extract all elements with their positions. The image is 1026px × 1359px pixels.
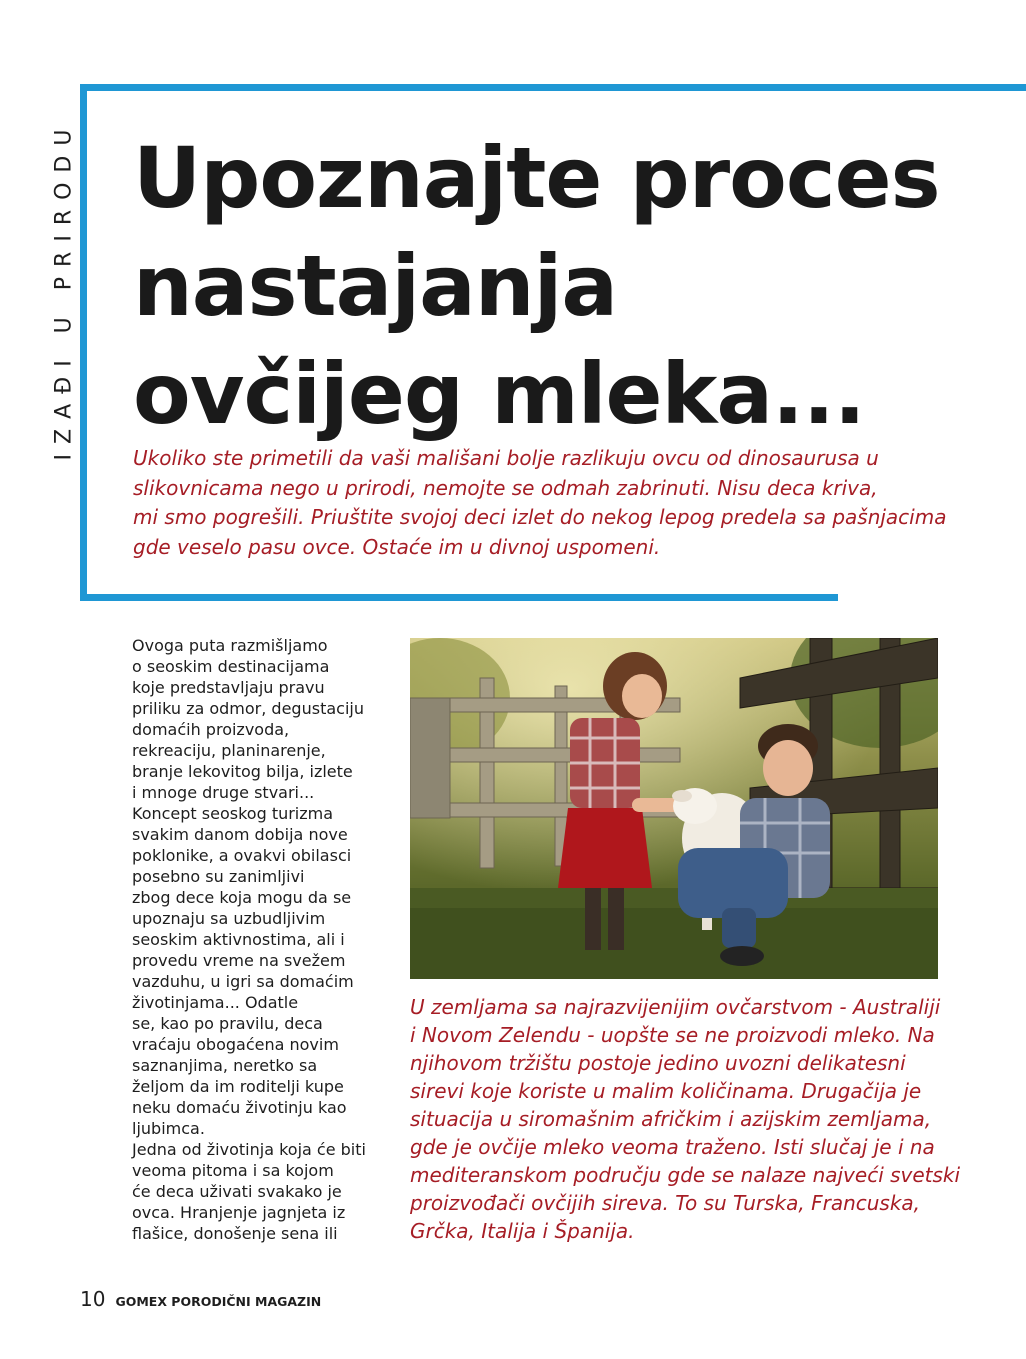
body-line: o seoskim destinacijama (132, 657, 330, 676)
body-line: vraćaju obogaćena novim (132, 1035, 339, 1054)
caption-line: gde je ovčije mleko veoma traženo. Isti slučaj je i na (410, 1135, 935, 1159)
body-line: seoskim aktivnostima, ali i (132, 930, 345, 949)
caption-line: njihovom tržištu postoje jedino uvozni delikatesni (410, 1051, 906, 1075)
caption-line: situacija u siromašnim afričkim i azijskim zemljama, (410, 1107, 932, 1131)
body-line: saznanjima, neretko sa (132, 1056, 318, 1075)
intro-line: mi smo pogrešili. Priuštite svojoj deci izlet do nekog lepog predela sa pašnjacima (133, 505, 947, 529)
body-line: branje lekovitog bilja, izlete (132, 762, 353, 781)
intro-line: Ukoliko ste primetili da vaši mališani bolje razlikuju ovcu od dinosaurusa u (133, 446, 879, 470)
body-line: zbog dece koja mogu da se (132, 888, 352, 907)
body-line: vazduhu, u igri sa domaćim (132, 972, 354, 991)
body-line: poklonike, a ovakvi obilasci (132, 846, 352, 865)
body-line: Jedna od životinja koja će biti (132, 1140, 366, 1159)
body-line: životinjama... Odatle (132, 993, 299, 1012)
body-line: veoma pitoma i sa kojom (132, 1161, 334, 1180)
intro-paragraph (133, 444, 953, 562)
intro-line: slikovnicama nego u prirodi, nemojte se odmah zabrinuti. Nisu deca kriva, (133, 475, 878, 500)
caption-line: proizvođači ovčijih sireva. To su Turska, Francuska, (410, 1191, 921, 1215)
page-number: 10 (80, 1287, 106, 1311)
headline-line: Upoznajte proces (133, 129, 940, 227)
body-line: se, kao po pravilu, deca (132, 1014, 323, 1033)
body-line: koje predstavljaju pravu (132, 678, 325, 697)
page-title (133, 124, 1013, 448)
body-line: svakim danom dobija nove (132, 825, 348, 844)
body-line: priliku za odmor, degustaciju (132, 699, 364, 718)
body-line: će deca uživati svakako je (132, 1182, 342, 1201)
body-line: i mnoge druge stvari... (132, 783, 315, 802)
body-line: Koncept seoskog turizma (132, 804, 334, 823)
photo-caption (410, 993, 970, 1245)
body-line: željom da im roditelji kupe (132, 1077, 344, 1096)
caption-line: Grčka, Italija i Španija. (410, 1219, 635, 1243)
caption-line: mediteranskom području gde se nalaze najveći svetski (410, 1163, 961, 1187)
frame-top-border (80, 84, 1026, 91)
headline-line: ovčijeg mleka... (133, 345, 865, 443)
headline-line: nastajanja (133, 237, 618, 335)
intro-line: gde veselo pasu ovce. Ostaće im u divnoj uspomeni. (133, 534, 661, 559)
body-line: ljubimca. (132, 1119, 205, 1138)
body-line: domaćih proizvoda, (132, 720, 290, 739)
frame-bottom-border (80, 594, 838, 601)
body-line: ovca. Hranjenje jagnjeta iz (132, 1203, 346, 1222)
caption-line: i Novom Zelendu - uopšte se ne proizvodi mleko. Na (410, 1023, 935, 1047)
body-line: provedu vreme na svežem (132, 951, 346, 970)
children-with-lamb-photo (410, 638, 938, 979)
body-line: Ovoga puta razmišljamo (132, 636, 328, 655)
body-line: neku domaću životinju kao (132, 1098, 347, 1117)
body-line: upoznaju sa uzbudljivim (132, 909, 326, 928)
caption-line: U zemljama sa najrazvijenijim ovčarstvom - Australiji (410, 995, 941, 1019)
frame-left-border (80, 84, 87, 601)
caption-line: sirevi koje koriste u malim količinama. Drugačija je (410, 1079, 922, 1103)
body-line: posebno su zanimljivi (132, 867, 305, 886)
page-footer (80, 1287, 321, 1311)
body-line: flašice, donošenje sena ili (132, 1224, 338, 1243)
magazine-name: GOMEX PORODIČNI MAGAZIN (115, 1294, 322, 1309)
section-label: IZAĐI U PRIRODU (51, 119, 77, 461)
body-column (132, 635, 382, 1244)
body-line: rekreaciju, planinarenje, (132, 741, 326, 760)
